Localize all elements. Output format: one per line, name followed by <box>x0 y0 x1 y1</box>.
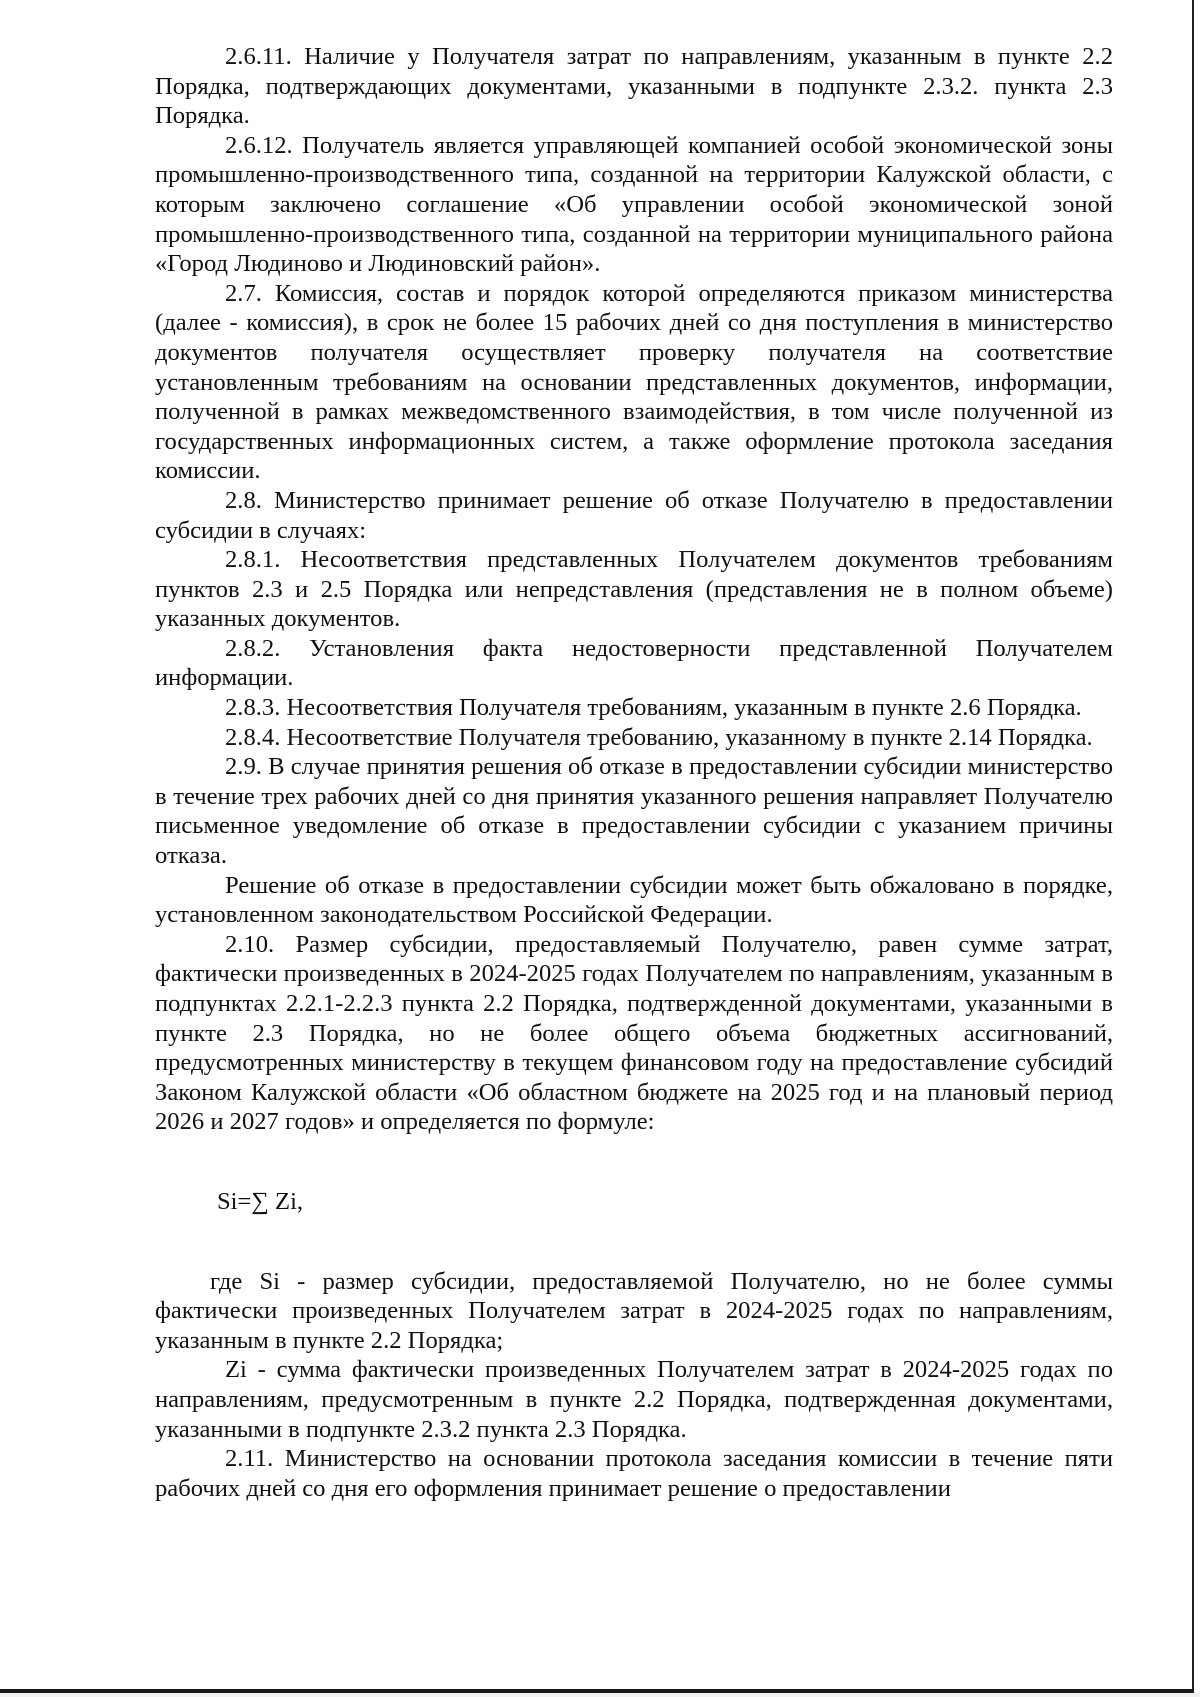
paragraph-2-8-3: 2.8.3. Несоответствия Получателя требованиям, указанным в пункте 2.6 Порядка. <box>225 694 1082 722</box>
scan-edge-right <box>1192 0 1194 1690</box>
paragraph-2-8: 2.8. Министерство принимает решение об отказе Получателю в предоставлении субсидии в случаях: <box>155 486 1113 544</box>
paragraph-2-7: 2.7. Комиссия, состав и порядок которой определяются приказом министерства (далее - комиссия), в срок не более 15 рабочих дней со дня поступления в министерство документов получателя осуществляет проверку получателя на соответствие установленным требованиям на основании представленных документов, информации, полученной в рамках межведомственного взаимодействия, в том числе полученной из государственных информационных систем, а также оформление протокола заседания комиссии. <box>155 279 1113 485</box>
scan-edge-bottom-fade <box>0 1693 1200 1697</box>
document-body <box>155 42 1113 1503</box>
paragraph-appeal: Решение об отказе в предоставлении субсидии может быть обжаловано в порядке, установленном законодательством Российской Федерации. <box>155 871 1113 929</box>
paragraph-2-6-12: 2.6.12. Получатель является управляющей компанией особой экономической зоны промышленно-производственного типа, созданной на территории Калужской области, с которым заключено соглашение «Об управлении особой экономической зоной промышленно-производственного типа, созданной на территории муниципального района «Город Людиново и Людиновский район». <box>155 131 1113 278</box>
paragraph-2-10: 2.10. Размер субсидии, предоставляемый Получателю, равен сумме затрат, фактически произведенных в 2024-2025 годах Получателем по направлениям, указанным в подпунктах 2.2.1-2.2.3 пункта 2.2 Порядка, подтвержденной документами, указанными в пункте 2.3 Порядка, но не более общего объема бюджетных ассигнований, предусмотренных министерству в текущем финансовом году на предоставление субсидий Законом Калужской области «Об областном бюджете на 2025 год и на плановый период 2026 и 2027 годов» и определяется по формуле: <box>155 930 1113 1136</box>
paragraph-2-8-1: 2.8.1. Несоответствия представленных Получателем документов требованиям пунктов 2.3 и 2.5 Порядка или непредставления (представления не в полном объеме) указанных документов. <box>155 546 1113 633</box>
paragraph-si-definition: где Si - размер субсидии, предоставляемой Получателю, но не более суммы фактически произведенных Получателем затрат в 2024-2025 годах по направлениям, указанным в пункте 2.2 Порядка; <box>155 1267 1113 1354</box>
paragraph-2-8-4: 2.8.4. Несоответствие Получателя требованию, указанному в пункте 2.14 Порядка. <box>225 723 1093 751</box>
paragraph-2-8-2: 2.8.2. Установления факта недостоверности представленной Получателем информации. <box>155 634 1113 692</box>
paragraph-zi-definition: Zi - сумма фактически произведенных Получателем затрат в 2024-2025 годах по направлениям, предусмотренным в пункте 2.2 Порядка, подтвержденная документами, указанными в подпункте 2.3.2 пункта 2.3 Порядка. <box>155 1356 1113 1443</box>
paragraph-2-9: 2.9. В случае принятия решения об отказе в предоставлении субсидии министерство в течение трех рабочих дней со дня принятия указанного решения направляет Получателю письменное уведомление об отказе в предоставлении субсидии с указанием причины отказа. <box>155 753 1113 870</box>
paragraph-2-6-11: 2.6.11. Наличие у Получателя затрат по направлениям, указанным в пункте 2.2 Порядка, подтверждающих документами, указанными в подпункте 2.3.2. пункта 2.3 Порядка. <box>155 43 1113 130</box>
paragraph-2-11: 2.11. Министерство на основании протокола заседания комиссии в течение пяти рабочих дней со дня его оформления принимает решение о предоставлении <box>155 1445 1113 1502</box>
subsidy-formula: Si=∑ Zi, <box>217 1187 304 1215</box>
